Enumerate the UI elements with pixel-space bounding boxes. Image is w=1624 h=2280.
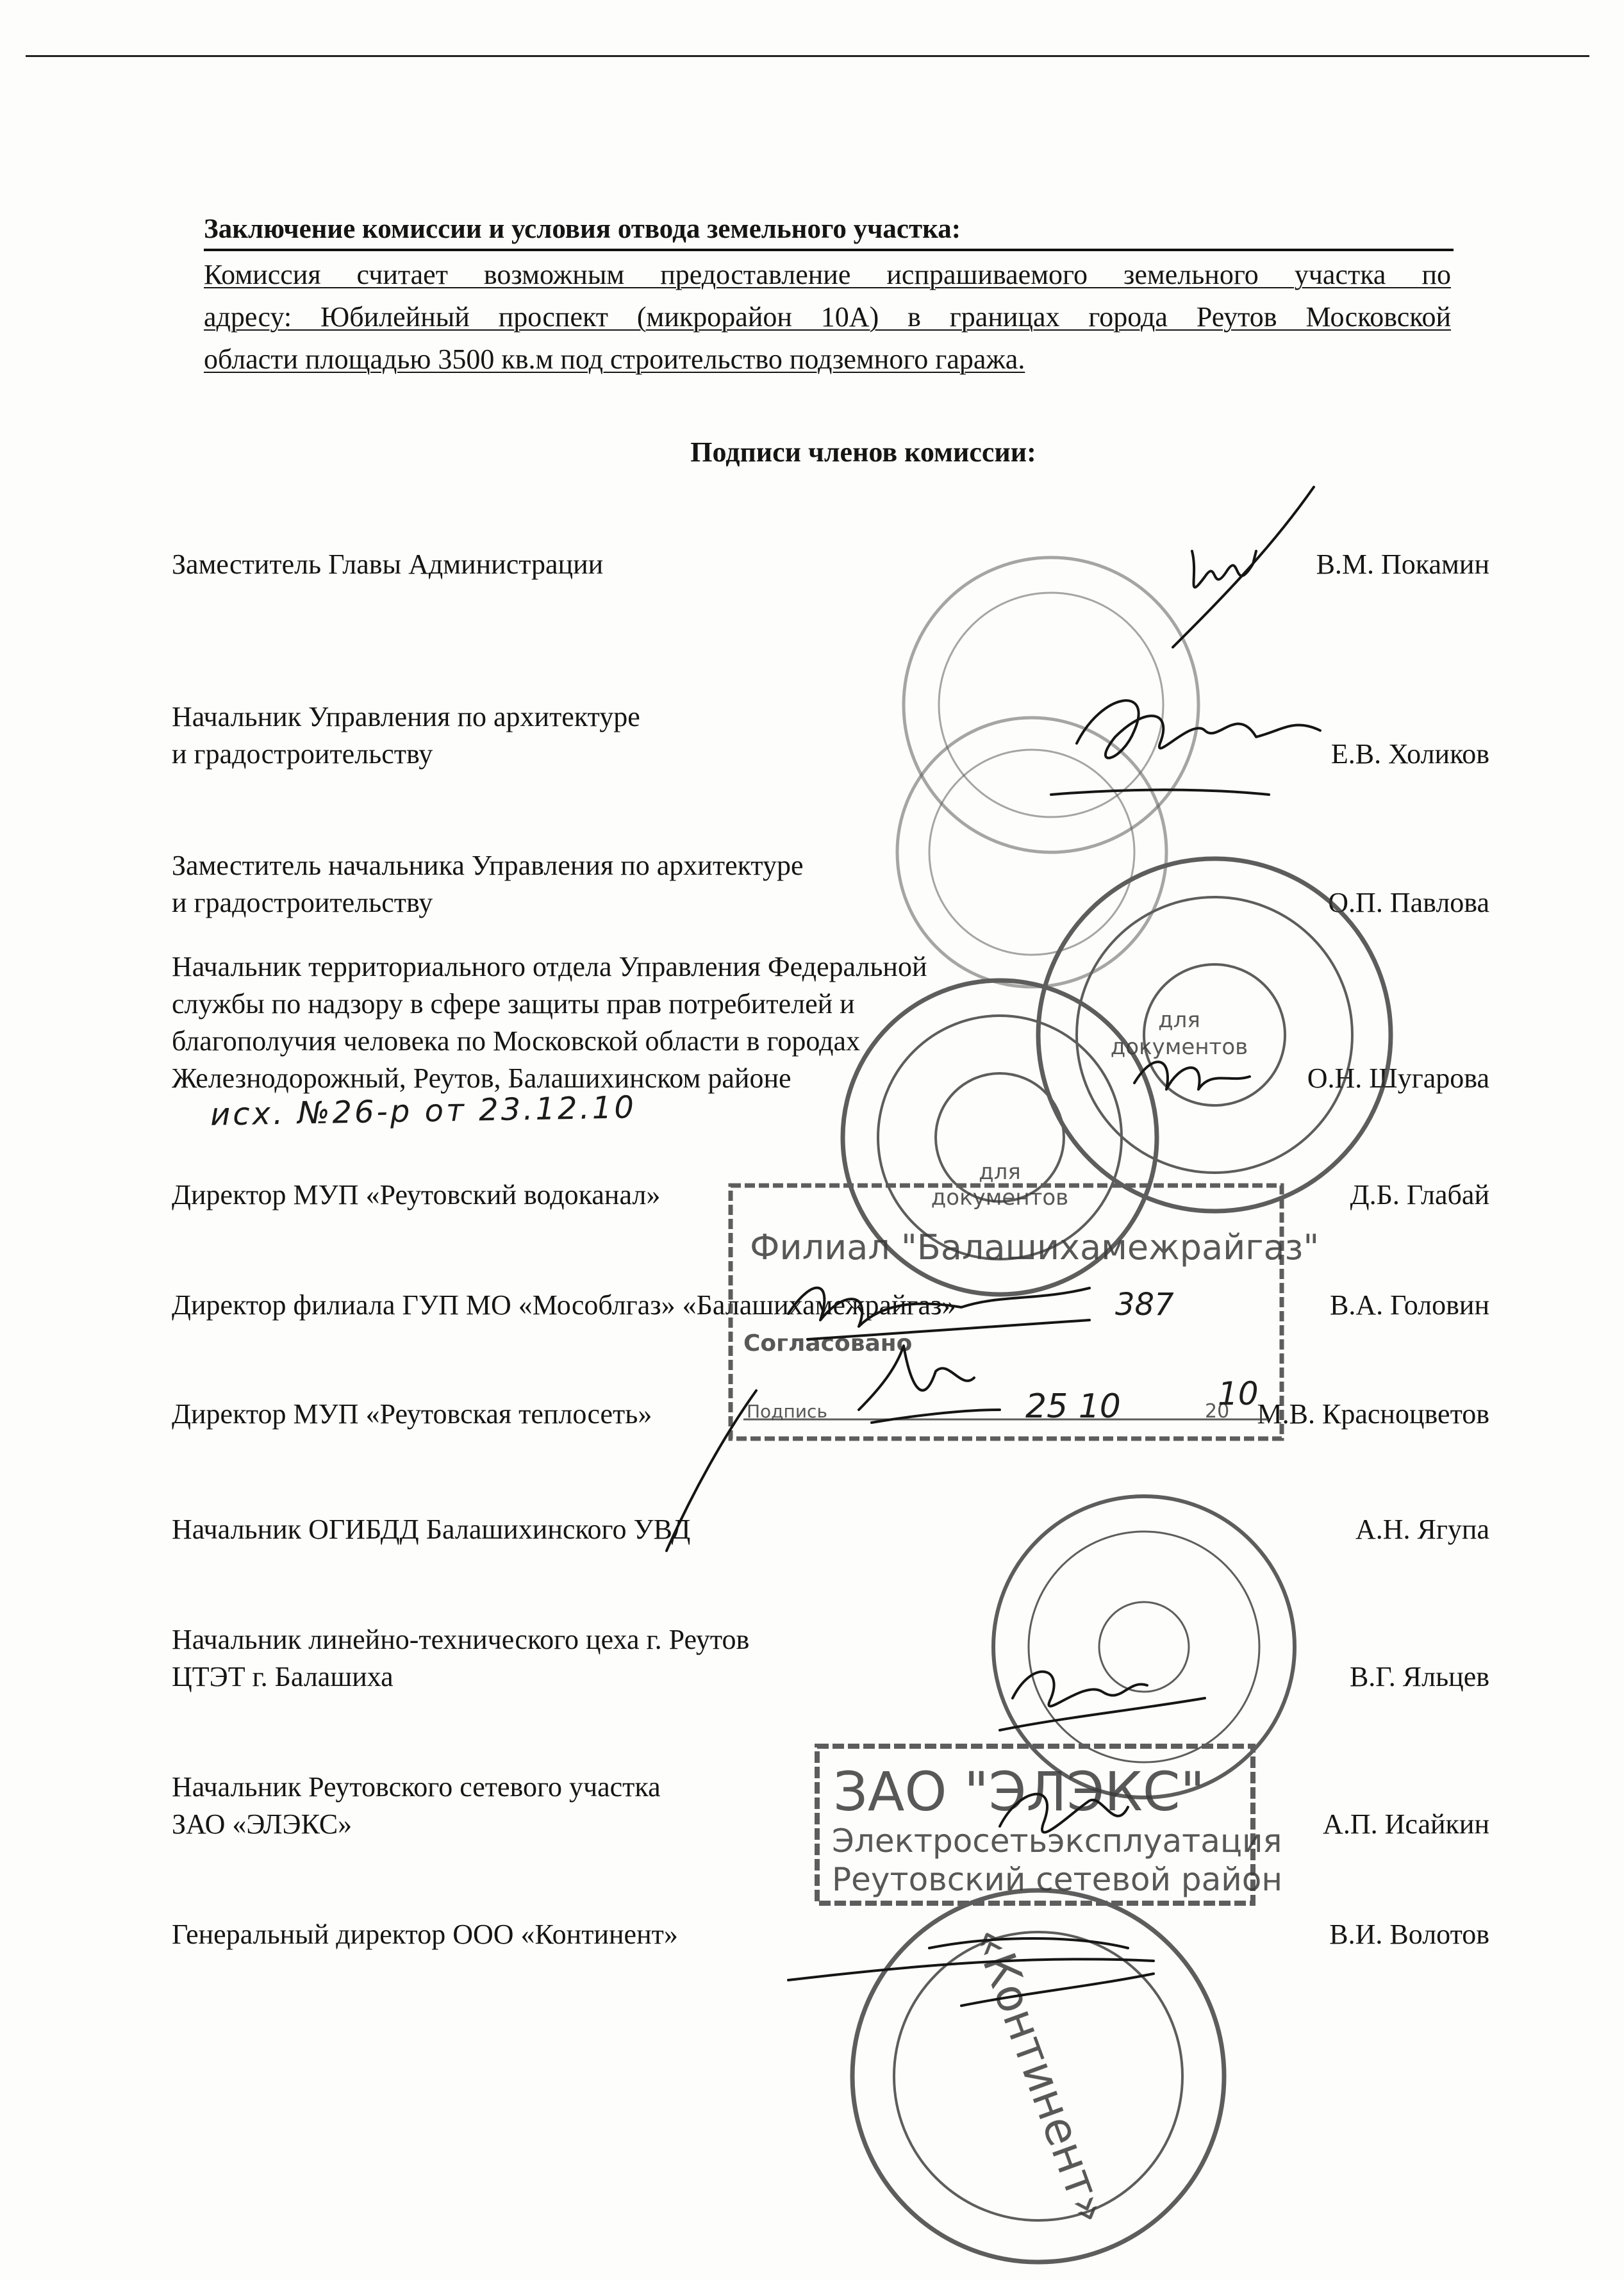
conclusion-line: адресу: Юбилейный проспект (микрорайон 10А) в границах города Реутов Московской <box>204 301 1451 333</box>
member-role-line: Директор МУП «Реутовский водоканал» <box>172 1179 661 1210</box>
member-role-block <box>172 1916 678 1953</box>
signature-kholikov <box>1051 700 1320 795</box>
member-name: О.П. Павлова <box>1328 887 1489 918</box>
member-role-block <box>172 948 927 1097</box>
member-role-line: Директор филиала ГУП МО «Мособлгаз» «Балашихамежрайгаз» <box>172 1289 956 1321</box>
member-role-line: Начальник ОГИБДД Балашихинского УВД <box>172 1514 691 1545</box>
member-role-line: и градостроительству <box>172 887 433 918</box>
member-name: М.В. Красноцветов <box>1257 1398 1489 1430</box>
handwritten-figure: 387 <box>1115 1287 1174 1323</box>
member-name: В.И. Волотов <box>1329 1919 1489 1950</box>
signature-pokamin <box>1173 487 1314 647</box>
member-role-block <box>172 1511 690 1548</box>
member-name: В.М. Покамин <box>1316 549 1489 580</box>
signatures-heading: Подписи членов комиссии: <box>690 436 1036 468</box>
member-role-line: благополучия человека по Московской области в городах <box>172 1025 861 1057</box>
stamp-text: Реутовский сетевой район <box>832 1861 1283 1898</box>
stamp-text: 20 <box>1205 1400 1230 1423</box>
member-name: В.А. Головин <box>1330 1289 1489 1321</box>
handwritten-note: исх. №26-р от 23.12.10 <box>210 1089 637 1133</box>
signature-shugarova <box>1134 1062 1250 1089</box>
member-name: В.Г. Яльцев <box>1349 1661 1489 1692</box>
architecture-round-stamp <box>897 718 1166 987</box>
member-role-block <box>172 847 804 921</box>
member-name: А.П. Исайкин <box>1323 1808 1489 1840</box>
handwritten-figure: 10 <box>1218 1375 1259 1412</box>
centertelecom-round-stamp <box>993 1496 1295 1797</box>
member-role-line: Начальник территориального отдела Управления Федеральной <box>172 951 927 982</box>
member-role-line: Директор МУП «Реутовская теплосеть» <box>172 1398 652 1430</box>
member-name: Е.В. Холиков <box>1330 738 1489 770</box>
stamp-text: для <box>979 1159 1021 1185</box>
member-role-line: ЗАО «ЭЛЭКС» <box>172 1808 352 1840</box>
member-role-block <box>172 1287 956 1324</box>
member-role-line: Начальник линейно-технического цеха г. Реутов <box>172 1624 750 1655</box>
handwritten-figure: 25 10 <box>1025 1387 1121 1426</box>
stamp-text: Подпись <box>747 1401 827 1422</box>
member-role-block <box>172 1769 661 1843</box>
member-name: А.Н. Ягупа <box>1355 1514 1489 1545</box>
member-name: Д.Б. Глабай <box>1350 1179 1489 1210</box>
stamp-text: Согласовано <box>743 1330 913 1357</box>
signature-isaykin <box>1000 1794 1128 1833</box>
stamp-text: для <box>1158 1007 1200 1033</box>
conclusion-heading: Заключение комиссии и условия отвода земельного участка: <box>204 211 1454 251</box>
member-role-line: службы по надзору в сфере защиты прав потребителей и <box>172 988 855 1020</box>
member-role-block <box>172 1396 652 1433</box>
kontinent-round-stamp <box>852 1890 1224 2262</box>
administration-round-stamp <box>904 558 1198 852</box>
member-role-block <box>172 1177 660 1214</box>
stamp-text: «Континент» <box>963 1920 1119 2231</box>
member-role-line: Генеральный директор ООО «Континент» <box>172 1919 678 1950</box>
member-role-line: Заместитель Главы Администрации <box>172 549 604 580</box>
member-role-line: Начальник Реутовского сетевого участка <box>172 1771 661 1803</box>
member-role-line: Начальник Управления по архитектуре <box>172 701 640 732</box>
member-role-line: и градостроительству <box>172 738 433 770</box>
member-role-line: Заместитель начальника Управления по архитектуре <box>172 850 804 881</box>
elex-box-stamp <box>817 1746 1253 1903</box>
member-role-line: Железнодорожный, Реутов, Балашихинском районе <box>172 1062 791 1094</box>
member-role-line: ЦТЭТ г. Балашиха <box>172 1661 394 1692</box>
signature-volotov <box>788 1938 1154 2006</box>
top-rule <box>26 55 1589 57</box>
stamp-text: Электросетьэксплуатация <box>832 1822 1282 1860</box>
member-name: О.Н. Шугарова <box>1307 1062 1489 1094</box>
stamp-text: ЗАО "ЭЛЭКС" <box>833 1760 1206 1823</box>
member-role-block <box>172 1621 749 1696</box>
member-role-block <box>172 698 640 773</box>
conclusion-line: области площадью 3500 кв.м под строительство подземного гаража. <box>204 343 1025 375</box>
signature-krasnotsvetov <box>859 1346 1000 1423</box>
stamp-text: документов <box>1110 1034 1248 1060</box>
signature-yaltsev <box>1000 1672 1205 1730</box>
conclusion-text <box>204 254 1451 381</box>
conclusion-line: Комиссия считает возможным предоставление испрашиваемого земельного участка по <box>204 259 1451 290</box>
stamp-text: документов <box>931 1185 1069 1210</box>
member-role-block <box>172 546 603 583</box>
stamp-text: Филиал "Балашихамежрайгаз" <box>750 1227 1320 1268</box>
